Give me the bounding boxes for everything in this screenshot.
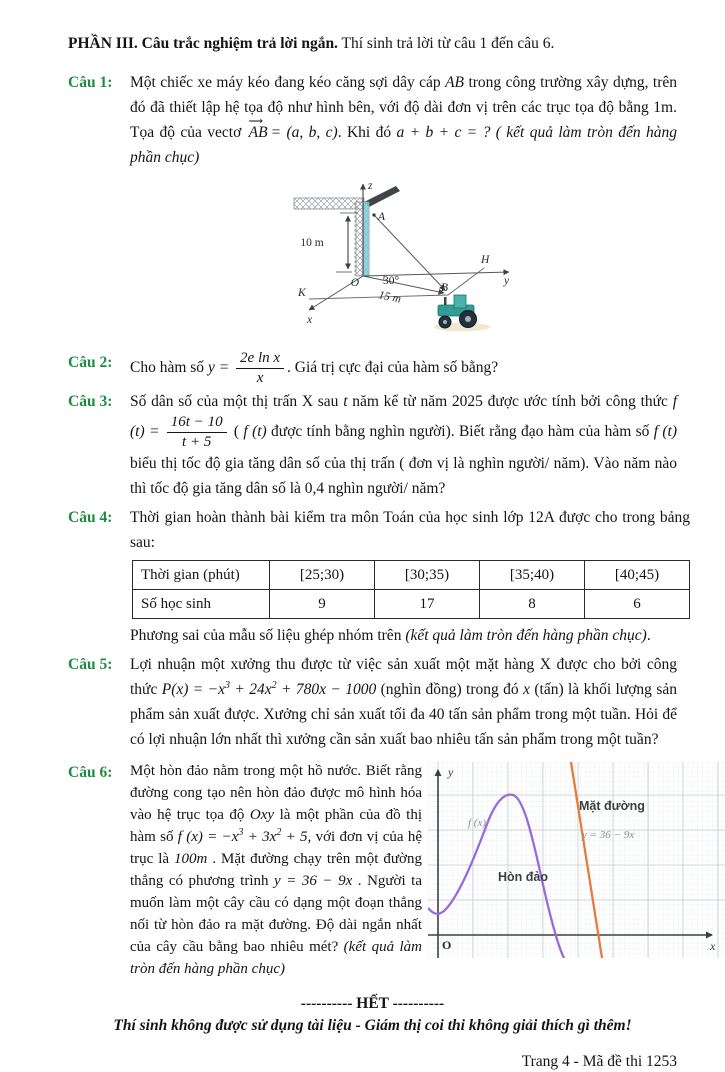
q2-fraction (233, 350, 287, 387)
q5-math: + 24x (230, 681, 272, 698)
tractor-rear-hub (465, 316, 471, 322)
q6-text: là một phần của đồ thị hàm số (130, 807, 422, 845)
q3-text: ( (229, 423, 244, 441)
q1-vector-ab (248, 116, 268, 145)
road-equation-label: y = 36 − 9x (582, 829, 635, 841)
question-5-body (130, 652, 677, 752)
question-3-body (130, 389, 677, 501)
q4-outro-italic: (kết quả làm tròn đến hàng phần chục) (405, 627, 647, 644)
q5-exp-2: 2 (271, 679, 277, 691)
q4-count-4: 6 (585, 590, 690, 619)
q6-note-italic: (kết quả làm tròn đến hàng phần chục) (130, 939, 422, 977)
question-3-label: Câu 3: (68, 393, 113, 410)
end-marker: ---------- HẾT ---------- (300, 995, 445, 1012)
q1-math-coords: = (a, b, c) (270, 124, 338, 141)
q6-math: f (x) = −x (177, 829, 239, 845)
point-h-label: H (481, 254, 490, 266)
q4-interval-1: [25;30) (270, 561, 375, 590)
q6-exp-2: 2 (276, 827, 282, 838)
q6-math-cubic (178, 829, 312, 845)
question-2-body (130, 350, 677, 387)
q3-text: biểu thị tốc độ gia tăng dân số của thị trấn ( đơn vị là nghìn người/ năm). Vào năm nào thì tốc độ gia tăng dân số là 0,4 nghìn người/ năm? (130, 455, 677, 497)
section-subtitle: Thí sinh trả lời từ câu 1 đến câu 6. (337, 35, 555, 52)
q3-text: Số dân số của một thị trấn X sau (130, 393, 344, 410)
question-5 (68, 652, 677, 752)
q3-fraction (164, 414, 230, 451)
q5-math: + 780x − 1000 (276, 681, 377, 698)
q4-count-1: 9 (270, 590, 375, 619)
q5-math-poly (162, 681, 377, 698)
q1-text: trong công trường xây dựng, trên đó đã thiết lập hệ tọa độ như hình bên, với độ dài đơn vị trên các trục tọa độ bằng 1m. Tọa độ của vectơ (130, 74, 677, 141)
q4-outro-period: . (646, 627, 651, 644)
question-1-label: Câu 1: (68, 74, 113, 91)
origin-label: O (350, 277, 359, 289)
question-4-body (130, 505, 690, 648)
q6-graph-column (428, 760, 725, 980)
q1-math-sum: a + b + c = ? (396, 124, 491, 141)
distance-label: 15 m (377, 289, 403, 306)
q3-math-ft2: f (t) (653, 423, 678, 441)
table-row (133, 590, 690, 619)
question-6 (68, 760, 716, 980)
question-2 (68, 350, 677, 387)
q1-vector-ab-text: AB (248, 124, 268, 141)
q6-text-column (130, 760, 422, 980)
page-number: Trang 4 - Mã đề thi 1253 (521, 1053, 677, 1070)
q4-count-3: 8 (480, 590, 585, 619)
q3-math-ft: f (t) (243, 423, 267, 441)
question-1-body (130, 70, 677, 342)
q4-count-2: 17 (375, 590, 480, 619)
q6-math-line: y = 36 − 9x (274, 873, 353, 889)
island-label: Hòn đảo (498, 870, 548, 884)
tractor-cab (454, 295, 466, 308)
z-axis-label: z (368, 180, 373, 192)
question-2-label: Câu 2: (68, 354, 113, 371)
q6-math: + 3x (243, 829, 277, 845)
question-6-label: Câu 6: (68, 764, 113, 781)
tractor-front-hub (443, 320, 447, 324)
q6-math-oxy: Oxy (249, 807, 275, 823)
q6-text: với đơn vị của hệ trục là (130, 829, 422, 867)
q4-interval-4: [40;45) (585, 561, 690, 590)
q5-text: Lợi nhuận một xưởng thu được từ việc sản xuất một mặt hàng X được cho bởi công thức (130, 656, 677, 698)
crane-figure-wrap (282, 174, 677, 342)
graph-x-label: x (710, 939, 716, 953)
x-axis-label: x (307, 314, 313, 326)
q4-interval-3: [35;40) (480, 561, 585, 590)
q5-text: (tấn) là khối lượng sản phẩm sản xuất được. Xưởng chỉ sản xuất tối đa 40 tấn sản phẩm trong một tuần. Hỏi để có lợi nhuận lớn nhất thì xưởng cần sản xuất bao nhiêu tấn sản phẩm trong một tuần? (130, 681, 677, 748)
q4-header-count: Số học sinh (133, 590, 270, 619)
crane-figure (282, 174, 537, 334)
graph-y-label: y (448, 765, 454, 779)
section-header (68, 32, 677, 56)
q4-header-time: Thời gian (phút) (133, 561, 270, 590)
vector-arrow-icon: ⟶ (248, 116, 264, 127)
question-6-body (130, 760, 725, 980)
graph-origin-label: O (442, 938, 452, 952)
q4-interval-2: [30;35) (375, 561, 480, 590)
q3-text: được tính bằng nghìn người). Biết rằng đạo hàm của hàm số (266, 423, 654, 441)
road-label: Mặt đường (579, 799, 645, 813)
tractor-exhaust (444, 297, 447, 305)
q4-frequency-table (132, 560, 690, 619)
point-a (372, 213, 375, 216)
q3-math-f: f (t) = (130, 393, 677, 441)
island-graph (428, 762, 725, 958)
q2-math-y: y = (207, 359, 230, 377)
point-k-label: K (298, 287, 306, 299)
tractor (434, 295, 490, 332)
angle-label: 30° (383, 275, 400, 287)
point-a-label: A (378, 211, 386, 223)
q6-text: . Mặt đường chạy trên một đường thẳng có phương trình (130, 851, 422, 889)
q3-numerator: 16t − 10 (167, 414, 227, 433)
q5-text: (nghìn đồng) trong đó (376, 681, 524, 698)
point-b-label: B (440, 282, 448, 294)
q3-denominator: t + 5 (182, 434, 212, 450)
q6-math: + 5, (281, 829, 312, 845)
exam-note: Thí sinh không được sử dụng tài liệu - Giám thị coi thi không giải thích gì thêm! (113, 1017, 632, 1034)
section-title: PHẦN III. Câu trắc nghiệm trả lời ngắn. (68, 35, 338, 52)
question-4-label: Câu 4: (68, 509, 113, 526)
crane-tower-teal (363, 202, 369, 276)
q4-outro: Phương sai của mẫu số liệu ghép nhóm trên (130, 627, 406, 644)
q5-math: P(x) = −x (161, 681, 225, 698)
curve-function-label: f (x) (468, 817, 487, 829)
crane-boom (294, 198, 364, 209)
q1-math-ab: AB (445, 74, 465, 91)
q5-math-x: x (523, 681, 530, 698)
q2-text: Cho hàm số (130, 359, 208, 377)
q2-text: . Giá trị cực đại của hàm số bằng? (287, 359, 499, 377)
ob-segment (363, 276, 444, 293)
question-4 (68, 505, 690, 648)
q6-math-100m: 100m (174, 851, 208, 867)
q1-text: Một chiếc xe máy kéo đang kéo căng sợi dây cáp (130, 74, 446, 91)
q2-denominator: x (256, 370, 264, 386)
question-3 (68, 389, 677, 501)
q2-numerator: 2e ln x (236, 350, 284, 369)
q3-text: năm kể từ năm 2025 được ước tính bởi công thức (347, 393, 673, 410)
question-1 (68, 70, 677, 342)
q3-math-t: t (343, 393, 348, 410)
table-row (133, 561, 690, 590)
q1-note-italic: ( kết quả làm tròn đến hàng phần chục) (130, 124, 677, 166)
height-label: 10 m (300, 237, 324, 249)
question-5-label: Câu 5: (68, 656, 113, 673)
q4-intro: Thời gian hoàn thành bài kiểm tra môn Toán của học sinh lớp 12A được cho trong bảng sau: (130, 509, 690, 551)
q6-text: Một hòn đảo nằm trong một hồ nước. Biết rằng đường cong tạo nên hòn đảo được mô hình hóa vào hệ trục tọa độ (130, 763, 422, 823)
q5-exp-3: 3 (225, 679, 230, 691)
y-axis-label: y (504, 275, 510, 287)
q1-text: . Khi đó (337, 124, 397, 141)
q6-exp-3: 3 (238, 827, 244, 838)
q6-text: . Người ta muốn làm một cây cầu có dạng một đoạn thẳng nối từ hòn đảo ra mặt đường. Độ dài ngắn nhất của cây cầu bằng bao nhiêu mét? (130, 873, 423, 955)
